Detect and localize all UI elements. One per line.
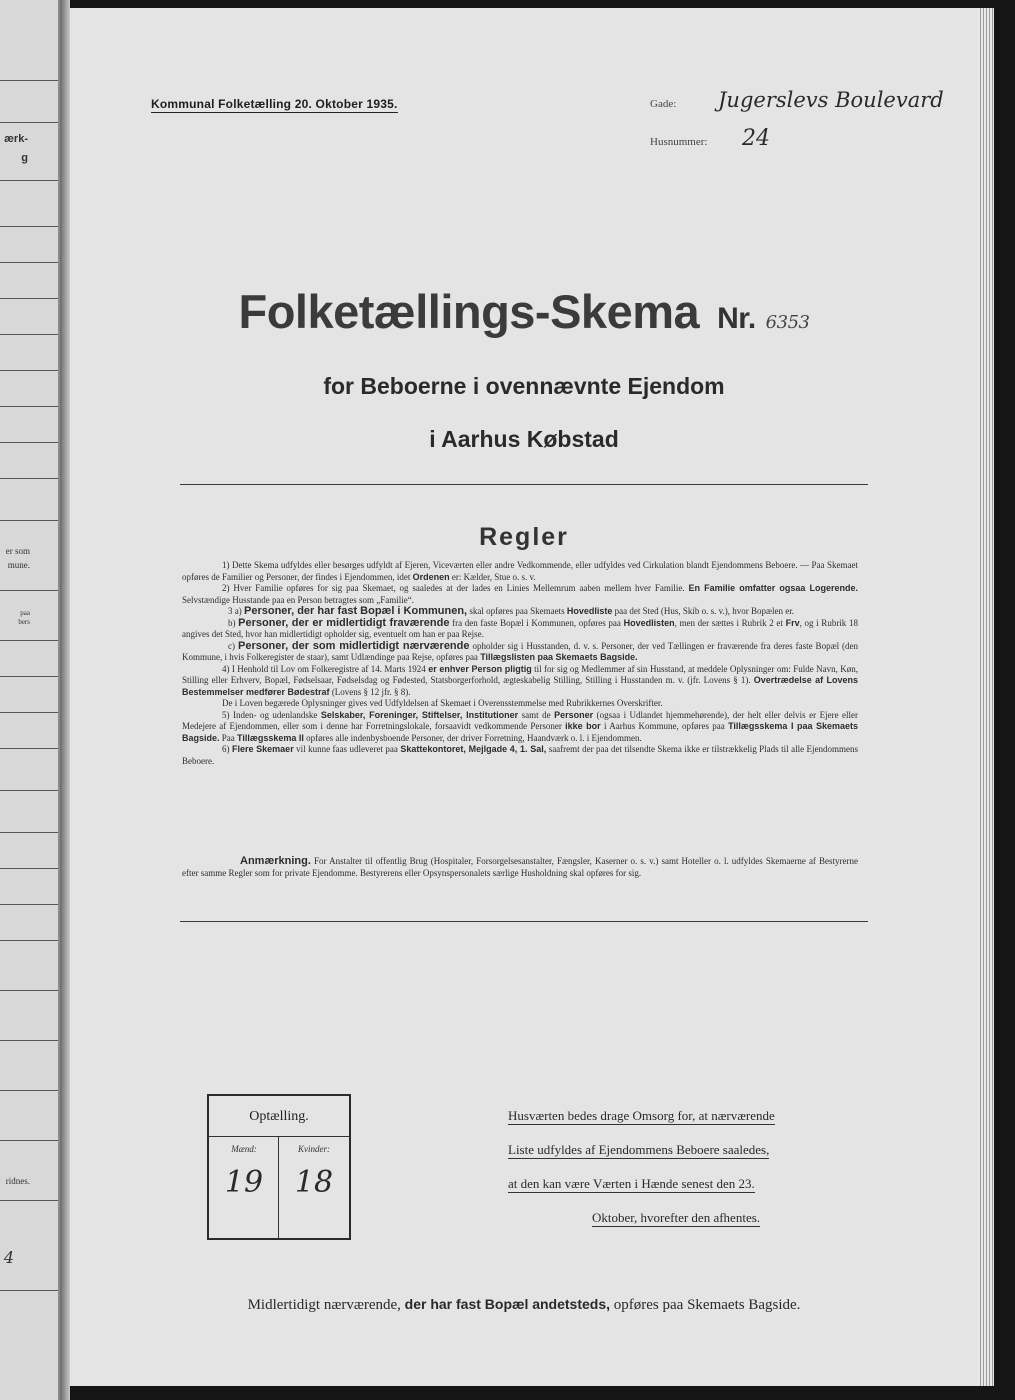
rule-line <box>0 478 58 479</box>
footer-note: Midlertidigt nærværende, der har fast Bopæl andetsteds, opføres paa Skemaets Bagside. <box>247 1296 801 1313</box>
rule-line <box>0 1140 58 1141</box>
rule-line <box>0 370 58 371</box>
rule-6: 6) Flere Skemaer vil kunne faas udleveret paa Skattekontoret, Mejlgade 4, 1. Sal, saafremt der paa det tilsendte Skema ikke er tilstrækkelig Plads til alle Ejendommens Beboere. <box>182 744 859 766</box>
rule-line <box>0 520 58 521</box>
rule-line <box>0 940 58 941</box>
left-page-fragment: g <box>21 152 28 164</box>
divider <box>180 921 868 922</box>
page-stack-edge <box>978 8 994 1386</box>
rule-line <box>0 1090 58 1091</box>
divider <box>180 484 868 485</box>
form-number-label: Nr. <box>717 302 756 335</box>
rule-line <box>0 868 58 869</box>
count-box-title: Optælling. <box>249 1109 309 1124</box>
husnummer-label: Husnummer: <box>650 136 708 148</box>
men-label: Mænd: <box>231 1144 257 1154</box>
census-form-page <box>70 8 978 1386</box>
gade-label: Gade: <box>650 98 677 110</box>
count-box-table <box>209 1136 349 1239</box>
rule-line <box>0 790 58 791</box>
left-page-fragment: mune. <box>7 560 30 570</box>
left-page-fragment: er som <box>5 546 30 556</box>
left-page-handwriting: 4 <box>3 1248 14 1267</box>
form-title <box>70 284 978 339</box>
rule-3c: c) Personer, der som midlertidigt nærværende opholder sig i Husstanden, d. v. s. Personer, der ved Tællingen er fraværende fra deres faste Bopæl (den Kommune, i hvis Folkeregister de staar), samt Udlændinge paa Rejse, opføres paa Tillægslisten paa Skemaets Bagside. <box>182 639 859 662</box>
rules-text <box>182 560 858 767</box>
women-count: 18 <box>294 1165 334 1200</box>
rule-line <box>0 80 58 81</box>
rule-line <box>0 712 58 713</box>
rule-3b: b) Personer, der er midlertidigt fraværende fra den faste Bopæl i Kommunen, opføres paa Hovedlisten, men der sættes i Rubrik 2 et Frv, og i Rubrik 18 angives det Sted, hvor han midlertidigt opholder sig, eventuelt om han er paa Rejse. <box>182 616 858 639</box>
rule-line <box>0 748 58 749</box>
remark-label: Anmærkning. <box>240 855 311 867</box>
rule-line <box>0 442 58 443</box>
remark-text: Anmærkning. For Anstalter til offentlig Brug (Hospitaler, Forsorgelsesanstalter, Fængsler, Kaserner o. s. v.) samt Hoteller o. l. udfyldes Skemaerne af Bestyrerne efter samme Regler som for private Ejendomme. Bestyrerens eller Opsynspersonalets særlige Husholdning skal opføres for sig. <box>182 855 859 878</box>
left-facing-page <box>0 0 60 1400</box>
census-date-label: Kommunal Folketælling 20. Oktober 1935. <box>151 97 398 111</box>
rule-3a: 3 a) Personer, der har fast Bopæl i Kommunen, skal opføres paa Skemaets Hovedliste paa det Sted (Hus, Skib o. s. v.), hvor Bopælen er. <box>228 605 795 617</box>
left-page-fragment: bers <box>18 618 30 626</box>
rule-line <box>0 904 58 905</box>
rule-line <box>0 180 58 181</box>
notice-line: at den kan være Værten i Hænde senest den 23. <box>508 1176 755 1191</box>
notice-line: Liste udfyldes af Ejendommens Beboere saaledes, <box>508 1142 770 1157</box>
women-label: Kvinder: <box>298 1144 330 1154</box>
form-number-value: 6353 <box>765 312 810 333</box>
rule-line <box>0 1200 58 1201</box>
rule-line <box>0 1290 58 1291</box>
rule-5: 5) Inden- og udenlandske Selskaber, Foreninger, Stiftelser, Institutioner samt de Personer (ogsaa i Udlandet hjemmehørende), der helt eller delvis er Ejere eller Medejere af Ejendommen, eller som i denne har Forretningslokale, forsaavidt vedkommende Personer ikke bor i Aarhus Kommune, opføres paa Tillægsskema I paa Skemaets Bagside. Paa Tillægsskema II opføres alle indenbysboende Personer, der driver Forretning, Haandværk o. l. i Ejendommen. <box>182 709 859 743</box>
rule-line <box>0 832 58 833</box>
gade-value: Jugerslevs Boulevard <box>718 88 944 112</box>
notice-line: Husværten bedes drage Omsorg for, at nærværende <box>508 1108 775 1123</box>
rule-line <box>0 226 58 227</box>
rule-line <box>0 298 58 299</box>
rule-2: 2) Hver Familie opføres for sig paa Skemaet, og saaledes at der lades en Linies Mellemrum aaben mellem hver Familie. En Familie omfatter ogsaa Logerende. Selvstændige Husstande paa en Person betragtes som „Familie“. <box>182 583 858 605</box>
left-page-fragment: ærk- <box>4 133 28 145</box>
rule-line <box>0 676 58 677</box>
men-count: 19 <box>224 1165 264 1200</box>
rule-1: 1) Dette Skema udfyldes eller besørges udfyldt af Ejeren, Viceværten eller andre Vedkommende, eller udfyldes ved Cirkulation blandt Ejendommens Beboere. — Paa Skemaet opføres de Familier og Personer, der findes i Ejendommen, idet Ordenen er: Kælder, Stue o. s. v. <box>182 560 858 582</box>
rule-4: 4) I Henhold til Lov om Folkeregistre af 14. Marts 1924 er enhver Person pligtig til for sig og Medlemmer af sin Husstand, at meddele Oplysninger om: Fulde Navn, Køn, Stilling eller Erhverv, Bopæl, Fødselsaar, Fødselsdag og Fødested, Statsborgerforhold, ægteskabelig Stilling, Stilling i Husstanden m. v. (jfr. Lovens § 1). Overtrædelse af Lovens Bestemmelser medfører Bødestraf (Lovens § 12 jfr. § 8). <box>182 663 859 697</box>
form-title-main: Folketællings-Skema <box>238 285 700 338</box>
left-page-fragment: paa <box>20 609 30 617</box>
book-gutter <box>60 0 70 1400</box>
husnummer-value: 24 <box>742 126 770 151</box>
rule-line <box>0 640 58 641</box>
rule-line <box>0 406 58 407</box>
rule-line <box>0 990 58 991</box>
left-page-fragment: ridnes. <box>5 1176 30 1186</box>
rule-line <box>0 262 58 263</box>
rule-line <box>0 334 58 335</box>
rules-heading: Regler <box>479 523 569 551</box>
form-subtitle-location: i Aarhus Købstad <box>429 426 619 452</box>
notice-line: Oktober, hvorefter den afhentes. <box>591 1210 761 1225</box>
count-box <box>207 1094 351 1240</box>
rule-line <box>0 590 58 591</box>
rule-line <box>0 1040 58 1041</box>
form-subtitle: for Beboerne i ovennævnte Ejendom <box>323 373 725 399</box>
landlord-notice <box>508 1103 844 1239</box>
rule-4-extra: De i Loven begærede Oplysninger gives ved Udfyldelsen af Skemaet i Overensstemmelse med Rubrikkernes Overskrifter. <box>222 698 663 708</box>
rule-line <box>0 122 58 123</box>
